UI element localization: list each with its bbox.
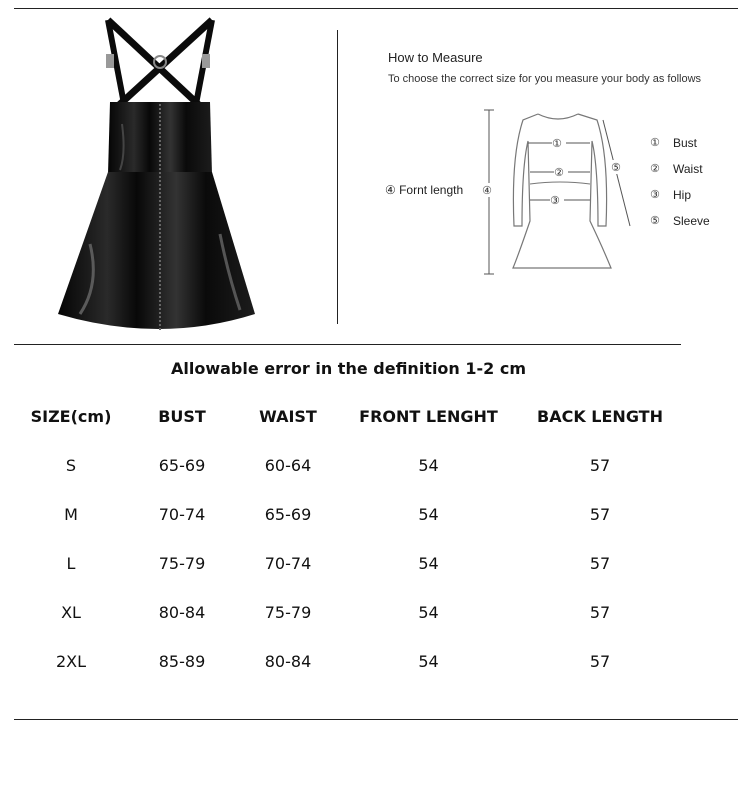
cell-waist: 70-74	[264, 554, 312, 573]
cell-size: L	[66, 554, 76, 573]
measure-diagram	[378, 96, 740, 286]
cell-back-length: 57	[589, 456, 611, 475]
bottom-divider	[14, 719, 738, 720]
cell-waist: 65-69	[264, 505, 312, 524]
legend-num-waist: ②	[650, 162, 660, 175]
measure-subtitle: To choose the correct size for you measure your body as follows	[388, 73, 702, 85]
cell-bust: 80-84	[158, 603, 206, 622]
waist-marker: ②	[554, 166, 564, 179]
legend-label-sleeve: Sleeve	[673, 214, 710, 228]
legend-num-hip: ③	[650, 188, 660, 201]
cell-front-length: 54	[418, 456, 439, 475]
legend-num-bust: ①	[650, 136, 660, 149]
table-header-row	[14, 392, 683, 441]
cell-bust: 70-74	[158, 505, 206, 524]
hip-marker: ③	[550, 194, 560, 207]
cell-size: S	[65, 456, 77, 475]
size-chart-table	[14, 392, 683, 686]
legend-num-sleeve: ⑤	[650, 214, 660, 227]
measure-legend	[650, 136, 710, 228]
sleeve-marker: ⑤	[611, 161, 621, 174]
header-size: SIZE(cm)	[30, 407, 112, 426]
measure-title: How to Measure	[388, 50, 483, 65]
cell-bust: 65-69	[158, 456, 206, 475]
top-divider	[14, 8, 738, 9]
cell-back-length: 57	[589, 603, 611, 622]
cell-size: XL	[61, 603, 81, 622]
cell-back-length: 57	[589, 554, 611, 573]
cell-back-length: 57	[589, 505, 611, 524]
vertical-divider	[337, 30, 338, 324]
how-to-measure-panel	[378, 46, 740, 286]
legend-label-bust: Bust	[673, 136, 698, 150]
cell-bust: 75-79	[158, 554, 206, 573]
bust-marker: ①	[552, 137, 562, 150]
table-row	[14, 539, 683, 588]
header-waist: WAIST	[259, 407, 317, 426]
legend-label-hip: Hip	[673, 188, 692, 202]
cell-waist: 80-84	[264, 652, 312, 671]
table-row	[14, 490, 683, 539]
table-row	[14, 588, 683, 637]
cell-front-length: 54	[418, 554, 439, 573]
middle-divider	[14, 344, 681, 345]
dress-product-image	[50, 14, 265, 336]
cell-waist: 60-64	[264, 456, 312, 475]
length-marker: ④	[482, 184, 492, 197]
header-bust: BUST	[158, 407, 206, 426]
cell-front-length: 54	[418, 652, 439, 671]
header-back-length: BACK LENGTH	[537, 407, 663, 426]
header-front-length: FRONT LENGHT	[359, 407, 498, 426]
legend-label-waist: Waist	[673, 162, 703, 176]
cell-front-length: 54	[418, 603, 439, 622]
allowable-error-note: Allowable error in the definition 1-2 cm	[170, 359, 527, 378]
front-length-label: ④ Fornt length	[385, 183, 464, 197]
cell-size: 2XL	[55, 652, 87, 671]
cell-waist: 75-79	[264, 603, 312, 622]
table-row	[14, 637, 683, 686]
cell-front-length: 54	[418, 505, 439, 524]
cell-bust: 85-89	[158, 652, 206, 671]
cell-size: M	[64, 505, 78, 524]
table-row	[14, 441, 683, 490]
cell-back-length: 57	[589, 652, 611, 671]
